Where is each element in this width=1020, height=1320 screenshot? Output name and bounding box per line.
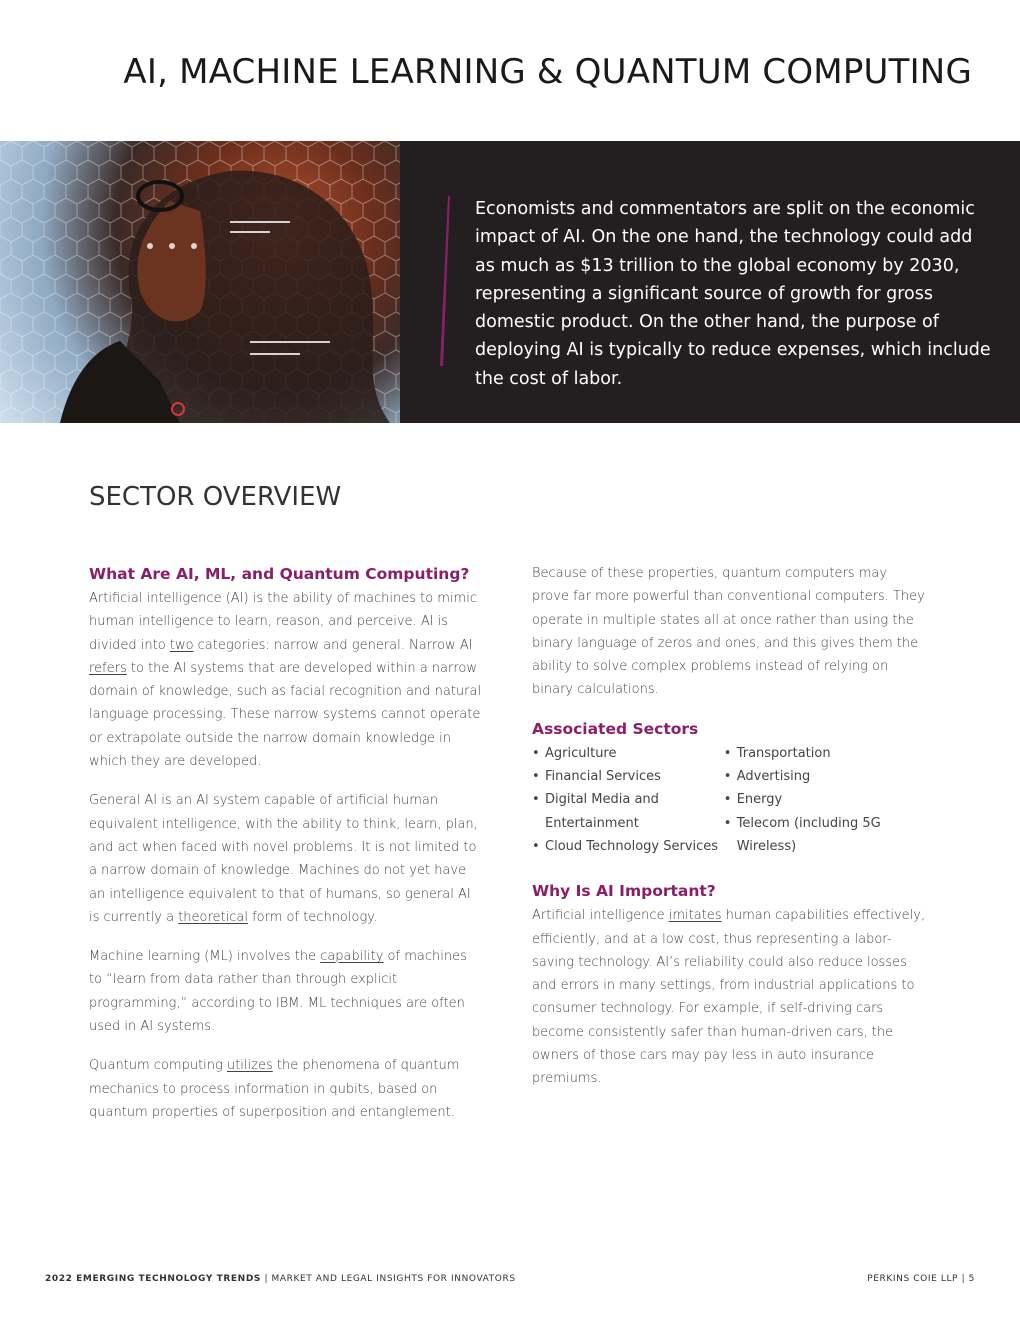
hero-banner: [0, 141, 1020, 423]
associated-sectors-heading: Associated Sectors: [532, 719, 699, 738]
left-column: [89, 563, 484, 1140]
why-ai-heading: Why Is AI Important?: [532, 882, 716, 901]
link-two[interactable]: two: [169, 637, 194, 653]
list-item: • Energy: [724, 788, 927, 811]
link-utilizes[interactable]: utilizes: [226, 1058, 273, 1074]
paragraph-machine-learning: Machine learning (ML) involves the capability of machines to “learn from data rather than through explicit programming,” according to IBM. ML techniques are often used in AI systems.: [89, 949, 467, 1035]
footer-right: [867, 1274, 975, 1284]
link-theoretical[interactable]: theoretical: [178, 909, 248, 925]
list-item: • Cloud Technology Services: [532, 835, 724, 858]
section-heading: SECTOR OVERVIEW: [89, 482, 342, 512]
paragraph-quantum: Quantum computing utilizes the phenomena of quantum mechanics to process information in qubits, based on quantum properties of superposition and entanglement.: [89, 1058, 460, 1120]
list-item: • Agriculture: [532, 742, 724, 765]
pull-quote: Economists and commentators are split on the economic impact of AI. On the one hand, the technology could add as much as $13 trillion to the global economy by 2030, representing a significant source of growth for gross domestic product. On the other hand, the purpose of deploying AI is typically to reduce expenses, which include the cost of labor.: [475, 199, 991, 389]
list-item: • Digital Media and Entertainment: [532, 788, 724, 835]
footer-separator: |: [961, 1274, 966, 1284]
right-column: [532, 562, 927, 1107]
footer-separator: |: [264, 1274, 269, 1284]
paragraph-ai-definition: Artificial intelligence (AI) is the ability of machines to mimic human intelligence to learn, reason, and perceive. AI is divided into two categories: narrow and general. Narrow AI refers to the AI systems that are developed within a narrow domain of knowledge, such as facial recognition and natural language processing. These narrow systems cannot operate or extrapolate outside the narrow domain knowledge in which they are developed.: [89, 591, 482, 770]
footer: [45, 1274, 975, 1284]
footer-firm: PERKINS COIE LLP: [867, 1274, 959, 1284]
paragraph-general-ai: General AI is an AI system capable of artificial human equivalent intelligence, with the ability to think, learn, plan, and act when faced with novel problems. It is not limited to a narrow domain of knowledge. Machines do not yet have an intelligence equivalent to that of humans, so general AI is currently a theoretical form of technology.: [89, 793, 478, 925]
list-item: • Transportation: [724, 742, 927, 765]
footer-left: [45, 1274, 516, 1284]
list-item: • Financial Services: [532, 765, 724, 788]
page-title: AI, MACHINE LEARNING & QUANTUM COMPUTING: [123, 52, 972, 92]
link-refers[interactable]: refers: [89, 660, 127, 676]
paragraph-why-ai: Artificial intelligence imitates human capabilities effectively, efficiently, and at a low cost, thus representing a labor-saving technology. AI’s reliability could also reduce losses and errors in many settings, from industrial applications to consumer technology. For example, if self-driving cars become consistently safer than human-driven cars, the owners of those cars may pay less in auto insurance premiums.: [532, 908, 926, 1087]
list-item: • Advertising: [724, 765, 927, 788]
footer-publication: 2022 EMERGING TECHNOLOGY TRENDS: [45, 1274, 261, 1284]
sectors-list-left: [532, 742, 724, 858]
hero-image: [0, 141, 400, 423]
footer-subtitle: MARKET AND LEGAL INSIGHTS FOR INNOVATORS: [271, 1274, 516, 1284]
link-imitates[interactable]: imitates: [668, 908, 722, 924]
quote-accent-bar: [440, 196, 450, 366]
link-capability[interactable]: capability: [320, 949, 384, 965]
sectors-list: [532, 742, 927, 858]
what-are-heading: What Are AI, ML, and Quantum Computing?: [89, 565, 470, 583]
page-number: 5: [968, 1274, 975, 1284]
list-item: • Telecom (including 5G Wireless): [724, 812, 927, 859]
paragraph-quantum-properties: Because of these properties, quantum computers may prove far more powerful than conventional computers. They operate in multiple states all at once rather than using the binary language of zeros and ones, and this gives them the ability to solve complex problems instead of relying on binary calculations.: [532, 566, 925, 698]
sectors-list-right: [724, 742, 927, 858]
quote-box: [400, 141, 1020, 423]
